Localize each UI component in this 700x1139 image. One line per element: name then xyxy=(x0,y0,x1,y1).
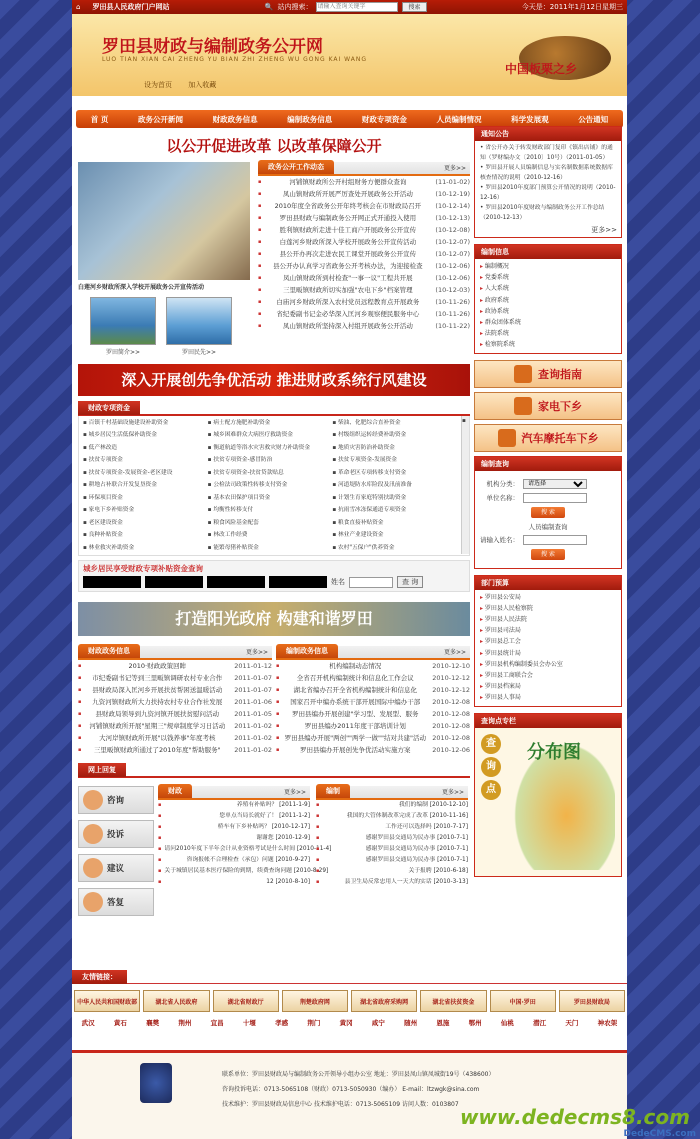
nav-item[interactable]: 财政政务信息 xyxy=(212,114,258,124)
thumb-image[interactable] xyxy=(90,297,156,345)
fin-info-label: 财政政务信息 xyxy=(78,644,140,658)
staff-list-item[interactable]: ▸ 群众团体系统 xyxy=(480,317,616,328)
budget-item[interactable]: ▸ 罗田县人事局 xyxy=(480,692,616,703)
city-link[interactable]: 十堰 xyxy=(242,1019,256,1027)
query-field[interactable] xyxy=(145,576,203,588)
news-photo[interactable] xyxy=(78,162,250,280)
fund-item[interactable]: ▪ 地质灾害防治补助资金 xyxy=(332,443,457,455)
add-favorite-link[interactable]: 加入收藏 xyxy=(188,81,217,89)
news-date: 2010-12-12 xyxy=(432,686,470,694)
news-item[interactable] xyxy=(258,284,470,296)
reply-item[interactable]: ▪ 关于城镇居民基本医疗保险的到期，续费查询问题 [2010-8-29] xyxy=(158,866,310,877)
notice-item[interactable]: • 罗田县2010年度部门预算公开情况的说明（2010-12-16） xyxy=(480,185,616,201)
budget-item[interactable]: ▸ 罗田县总工会 xyxy=(480,636,616,647)
city-link[interactable]: 武汉 xyxy=(81,1019,95,1027)
news-item[interactable] xyxy=(258,212,470,224)
news-item[interactable] xyxy=(78,672,272,684)
budget-item[interactable]: ▸ 罗田县统计局 xyxy=(480,648,616,659)
nav-item[interactable]: 公告通知 xyxy=(578,114,609,124)
fund-item[interactable]: ▪ 均衡性转移支付 xyxy=(208,505,333,517)
banner-slogan: 中国板栗之乡 xyxy=(504,62,577,76)
news-date: (10-12-06) xyxy=(435,274,470,282)
right-column xyxy=(474,126,622,883)
city-link[interactable]: 黄石 xyxy=(113,1019,127,1027)
news-date: (10-12-08) xyxy=(435,226,470,234)
fund-item[interactable]: ▪ 计划生育家庭特别扶助资金 xyxy=(332,493,457,505)
news-item[interactable] xyxy=(276,696,470,708)
headline: 以公开促进改革 以改革保障公开 xyxy=(166,137,382,155)
news-item[interactable] xyxy=(258,260,470,272)
notice-label: 通知公告 xyxy=(481,130,509,138)
nav-item[interactable]: 科学发展观 xyxy=(511,114,549,124)
staff-list-box xyxy=(474,244,622,354)
news-title[interactable]: ▪ 全省召开机构编制统计和信息化工作会议 xyxy=(296,674,414,682)
watermark: www.dedecms8.com xyxy=(459,1105,690,1129)
fund-item[interactable]: ▪ 衡道航道等浴水灾害救灾财力补助资金 xyxy=(208,443,333,455)
news-item[interactable] xyxy=(276,708,470,720)
thumb-image[interactable] xyxy=(166,297,232,345)
query-field[interactable] xyxy=(83,576,141,588)
city-link[interactable]: 宜昌 xyxy=(210,1019,224,1027)
news-title[interactable]: ▪ 河铺镇财政所公开村组财务方便群众查询 xyxy=(289,178,407,186)
news-title[interactable]: ▪ 凤山镇财政所开展严厉查处开展政务公开活动 xyxy=(282,190,413,198)
news-title[interactable]: ▪ 市纪委副书记等到三里畈镇调研农村专业合作 xyxy=(92,674,223,682)
thumb-label[interactable]: 罗田简介>> xyxy=(105,349,141,356)
city-link[interactable]: 黄冈 xyxy=(339,1019,353,1027)
budget-item[interactable]: ▸ 罗田县人民法院 xyxy=(480,614,616,625)
news-date: 2011-01-02 xyxy=(234,746,272,754)
notice-box xyxy=(474,126,622,238)
map-char: 询 xyxy=(481,757,501,777)
reply-item[interactable]: ▪ 12 [2010-8-10] xyxy=(158,877,310,888)
news-date: (10-12-14) xyxy=(435,202,470,210)
police-badge-icon[interactable] xyxy=(140,1063,172,1103)
news-title[interactable]: ▪ 凤山镇财政所到村检查"一事一议"工程共开展 xyxy=(283,274,413,282)
reply-item[interactable]: ▪ 感谢罗田县交通局为民办事 [2010-7-1] xyxy=(316,833,468,844)
news-title[interactable]: ▪ 罗田县编办2011年度干部培训计划 xyxy=(304,722,406,730)
fund-item[interactable]: ▪ 林改工作经费 xyxy=(208,530,333,542)
promo-banner[interactable]: 深入开展创先争优活动 推进财政系统行风建设 xyxy=(78,364,470,396)
fund-item[interactable]: ▪ 林业救灾补助资金 xyxy=(83,543,208,555)
query-button[interactable]: 查 询 xyxy=(397,576,423,588)
work-news-label: 政务公开工作动态 xyxy=(258,160,334,174)
city-link[interactable]: 荆州 xyxy=(178,1019,192,1027)
page xyxy=(72,0,627,1139)
search-button[interactable]: 搜索 xyxy=(402,2,426,12)
news-title[interactable]: ▪ 三里畈镇财政所通过了2010年度"帮助服务" xyxy=(94,746,221,754)
thumb-label[interactable]: 罗田民先>> xyxy=(181,349,217,356)
news-title[interactable]: ▪ 2010年度全省政务公开年终考核会在市财政局召开 xyxy=(274,202,422,210)
fund-item[interactable]: ▪ 家电下乡补贴资金 xyxy=(83,505,208,517)
budget-list xyxy=(475,590,621,706)
notice-item[interactable]: • 省公开办关于转发财政部门复印《镇出店铺》的通知（罗财编办文〔2010〕10号）（2011-01-05） xyxy=(480,145,613,161)
reply-fin-list xyxy=(158,800,332,888)
fund-item[interactable]: ▪ 林业产业建设资金 xyxy=(332,530,457,542)
news-item[interactable] xyxy=(258,200,470,212)
news-item[interactable] xyxy=(78,708,272,720)
work-news-list xyxy=(258,176,470,332)
nav-item[interactable]: 财政专项资金 xyxy=(361,114,407,124)
more-link[interactable]: 更多>> xyxy=(441,789,464,796)
news-item[interactable] xyxy=(276,744,470,756)
notice-item[interactable]: • 罗田县开展人员编制信息与实名制数据系统数据库核查情况的说明（2010-12-16） xyxy=(480,165,613,181)
news-date: 2010-12-08 xyxy=(432,734,470,742)
news-title[interactable]: ▪ 机构编制动态情况 xyxy=(329,662,382,670)
news-item[interactable] xyxy=(78,696,272,708)
budget-box xyxy=(474,575,622,707)
nav-item[interactable]: 编制政务信息 xyxy=(287,114,333,124)
reply-item[interactable]: ▪ 咨询报帐不合理检查（承包）问题 [2010-9-27] xyxy=(158,855,310,866)
staff-info-label: 编制政务信息 xyxy=(276,644,338,658)
fund-item[interactable]: ▪ 老区建设资金 xyxy=(83,518,208,530)
city-link[interactable]: 孝感 xyxy=(275,1019,289,1027)
staff-info-list xyxy=(276,660,470,756)
reply-item[interactable]: ▪ 我们的编制 [2010-12-10] xyxy=(316,800,468,811)
budget-item[interactable]: ▸ 罗田县人民检察院 xyxy=(480,603,616,614)
budget-label: 部门预算 xyxy=(481,578,509,587)
fund-item[interactable]: ▪ 扶贫专项资金-发展资金-老区建设 xyxy=(83,468,208,480)
news-date: (10-12-03) xyxy=(435,286,470,294)
query-guide-button[interactable]: 查询指南 xyxy=(474,360,622,388)
news-item[interactable] xyxy=(258,224,470,236)
org-label: 机构分类： xyxy=(486,480,519,489)
more-link[interactable]: 更多>> xyxy=(591,226,617,234)
fund-item[interactable]: ▪ 城乡困难群众大病医疗救助资金 xyxy=(208,430,333,442)
complaint-button[interactable]: 投诉 xyxy=(78,820,154,848)
news-date: 2011-01-02 xyxy=(234,722,272,730)
news-item[interactable] xyxy=(276,684,470,696)
news-date: 2011-01-07 xyxy=(234,674,272,682)
reply-item[interactable]: ▪ 我国的大管体制改革完成了改革 [2010-11-16] xyxy=(316,811,468,822)
fund-item[interactable]: ▪ 柴油、化肥综合直补资金 xyxy=(332,418,457,430)
friend-logo[interactable]: 荆楚政府网 xyxy=(282,990,348,1012)
search-label: 站内搜索： xyxy=(277,3,313,11)
reply-staff-label: 编制 xyxy=(316,784,350,798)
friend-logo[interactable]: 中国·罗田 xyxy=(490,990,556,1012)
city-link[interactable]: 荆门 xyxy=(307,1019,321,1027)
notice-list xyxy=(475,141,621,225)
news-date: 2010-12-08 xyxy=(432,698,470,706)
news-title[interactable]: ▪ 三里畈镇财政所切实加强"农电下乡"档案管理 xyxy=(283,286,413,294)
news-date: 2010-12-08 xyxy=(432,722,470,730)
footer-contact: 联系单位：罗田县财政局与编制政务公开领导小组办公室 地址：罗田县凤山镇凤城街19号（438600） xyxy=(222,1071,495,1078)
unit-label: 单位名称： xyxy=(486,494,519,503)
photo-caption[interactable]: 白莲河乡财政所深入学校开展政务公开宣传活动 xyxy=(78,284,205,291)
news-date: 2010-12-10 xyxy=(432,662,470,670)
reply-label: 网上回复 xyxy=(78,763,126,777)
reply-item[interactable]: ▪ 工作还可以选择吗 [2010-7-17] xyxy=(316,822,468,833)
news-date: (11-01-02) xyxy=(435,178,470,186)
org-select[interactable] xyxy=(523,479,587,489)
map-title: 分布图 xyxy=(527,741,581,763)
news-title[interactable]: ▪ 罗田县财政与编制政务公开网正式开通投入使用 xyxy=(279,214,417,222)
search-button[interactable]: 搜 索 xyxy=(531,507,565,518)
more-link[interactable]: 更多>> xyxy=(443,649,466,656)
reply-item[interactable]: ▪ 感谢罗田县交通局为民办事 [2010-7-1] xyxy=(316,855,468,866)
news-item[interactable] xyxy=(258,176,470,188)
more-link[interactable]: 更多>> xyxy=(283,789,306,796)
fund-item[interactable]: ▪ 基本农田保护项目资金 xyxy=(208,493,333,505)
car-icon xyxy=(498,429,516,447)
budget-item[interactable]: ▸ 罗田县工商联合会 xyxy=(480,670,616,681)
date-text: 今天是：2011年1月12日星期三 xyxy=(521,3,623,11)
unit-input[interactable] xyxy=(523,493,587,503)
friend-logo[interactable]: 湖北省人民政府 xyxy=(143,990,209,1012)
appliance-icon xyxy=(514,397,532,415)
city-link[interactable]: 恩施 xyxy=(436,1019,450,1027)
news-title[interactable]: ▪ 胜利镇财政所走进十佳工商户开展政务公开宣传 xyxy=(279,226,417,234)
fund-item[interactable]: ▪ 低产林改造 xyxy=(83,443,208,455)
news-item[interactable] xyxy=(78,732,272,744)
fund-item[interactable]: ▪ 能繁母猪补贴资金 xyxy=(208,543,333,555)
fund-item[interactable]: ▪ 扶贫专项资金-扶贫贷款贴息 xyxy=(208,468,333,480)
news-date: (10-12-06) xyxy=(435,262,470,270)
news-title[interactable]: ▪ 凤山镇财政所坚持深入村组开展政务公开活动 xyxy=(282,322,413,330)
staff-list-item[interactable]: ▸ 人大系统 xyxy=(480,283,616,294)
news-date: (10-11-22) xyxy=(435,322,470,330)
news-item[interactable] xyxy=(258,236,470,248)
staff-list-item[interactable]: ▸ 政府系统 xyxy=(480,295,616,306)
nav-item[interactable]: 首 页 xyxy=(90,114,109,124)
reply-item[interactable]: ▪ 您单点当局长就好了！ [2011-1-2] xyxy=(158,811,310,822)
friend-links xyxy=(72,970,627,1031)
news-item[interactable] xyxy=(78,660,272,672)
fund-item[interactable]: ▪ 粮食风险基金配套 xyxy=(208,518,333,530)
reply-item[interactable]: ▪ 桥车有下乡补贴吗？ [2010-12-17] xyxy=(158,822,310,833)
news-title[interactable]: ▪ 县公开办认真学习省政务公开考核办法，为迎接检查 xyxy=(273,262,423,270)
news-date: 2011-01-07 xyxy=(234,686,272,694)
news-item[interactable] xyxy=(276,660,470,672)
news-title[interactable]: ▪ 县财政局深入匡河乡开展扶贫帮困送温暖活动 xyxy=(92,686,223,694)
fund-item[interactable]: ▪ 城乡居民生活低保补助资金 xyxy=(83,430,208,442)
query-field[interactable] xyxy=(269,576,327,588)
scrollbar[interactable] xyxy=(461,416,469,554)
news-date: 2010-12-12 xyxy=(432,674,470,682)
nav-item[interactable]: 政务公开新闻 xyxy=(138,114,184,124)
subsidy-query xyxy=(78,560,470,592)
news-date: (10-12-07) xyxy=(435,238,470,246)
news-item[interactable] xyxy=(276,672,470,684)
guide-icon xyxy=(514,365,532,383)
fund-item[interactable]: ▪ 公检法司政策性转移支付资金 xyxy=(208,480,333,492)
news-date: 2010-12-06 xyxy=(432,746,470,754)
staff-query-box xyxy=(474,456,622,569)
news-item[interactable] xyxy=(276,732,470,744)
fund-item[interactable]: ▪ 环保项目资金 xyxy=(83,493,208,505)
news-date: (10-11-26) xyxy=(435,298,470,306)
banner xyxy=(72,14,627,96)
fund-item[interactable]: ▪ 农村"五保户"供养资金 xyxy=(332,543,457,555)
top-bar xyxy=(72,0,627,14)
promo-banner-2[interactable]: 打造阳光政府 构建和谐罗田 xyxy=(78,602,470,636)
fund-item[interactable]: ▪ 革命老区专项转移支付资金 xyxy=(332,468,457,480)
staff-list-item[interactable]: ▸ 法院系统 xyxy=(480,328,616,339)
news-title[interactable]: ▪ 罗田县编办开展创建"学习型、发展型、服务 xyxy=(292,710,419,718)
name-input[interactable] xyxy=(349,577,393,588)
fund-item[interactable]: ▪ 扶贫专项资金 xyxy=(83,455,208,467)
friend-logo[interactable]: 湖北省财政厅 xyxy=(213,990,279,1012)
reply-item[interactable]: ▪ 养殖有补贴吗？ [2011-1-9] xyxy=(158,800,310,811)
friend-logo[interactable]: 中华人民共和国财政部 xyxy=(74,990,140,1012)
fund-item[interactable]: ▪ 病士配方施肥补助资金 xyxy=(208,418,333,430)
friend-logo[interactable]: 湖北省政府采购网 xyxy=(351,990,417,1012)
news-title[interactable]: ▪ 罗田县编办开展"两创""两学一做""结对共建"活动 xyxy=(284,734,427,742)
map-box xyxy=(474,713,622,877)
query-field[interactable] xyxy=(207,576,265,588)
budget-item[interactable]: ▸ 罗田县机构编制委员会办公室 xyxy=(480,659,616,670)
name-input[interactable] xyxy=(523,535,587,545)
complaint-icon xyxy=(83,824,103,844)
budget-item[interactable]: ▸ 罗田县司法局 xyxy=(480,625,616,636)
budget-item[interactable]: ▸ 罗田县档案局 xyxy=(480,681,616,692)
answer-button[interactable]: 答复 xyxy=(78,888,154,916)
fund-item[interactable]: ▪ 抗雨雪冰冻保通道专项资金 xyxy=(332,505,457,517)
name-label: 姓名 xyxy=(331,578,345,586)
watermark: DedeCMS.com xyxy=(623,1129,696,1139)
fund-item[interactable]: ▪ 扶贫专项资金-发展资金 xyxy=(332,455,457,467)
map-char: 查 xyxy=(481,734,501,754)
city-link[interactable]: 神农架 xyxy=(597,1019,618,1027)
staff-list-label: 编制信息 xyxy=(481,248,509,256)
news-date: 2011-01-12 xyxy=(234,662,272,670)
friend-logo[interactable]: 湖北省扶贫资金 xyxy=(420,990,486,1012)
news-item[interactable] xyxy=(276,720,470,732)
staff-query-sub: 人员编制查询 xyxy=(528,522,568,531)
news-title[interactable]: ▪ 大河岸镇财政所开展"以钱养事"年度考核 xyxy=(99,734,216,742)
city-link[interactable]: 鄂州 xyxy=(468,1019,482,1027)
fund-item[interactable]: ▪ 河道堤防水库险段及汛前准备 xyxy=(332,480,457,492)
news-date: (10-12-13) xyxy=(435,214,470,222)
city-link[interactable]: 潜江 xyxy=(533,1019,547,1027)
news-item[interactable] xyxy=(78,744,272,756)
nav-item[interactable]: 人员编制情况 xyxy=(436,114,482,124)
fund-item[interactable]: ▪ 村级组织运转经费补助资金 xyxy=(332,430,457,442)
query-title: 城乡居民享受财政专项补贴资金查询 xyxy=(83,564,203,573)
city-link[interactable]: 随州 xyxy=(404,1019,418,1027)
appliance-button[interactable]: 家电下乡 xyxy=(474,392,622,420)
consult-button[interactable]: 咨询 xyxy=(78,786,154,814)
news-title[interactable]: ▪ 河铺镇财政所开展"星期三"规章制度学习日活动 xyxy=(89,722,226,730)
fund-item[interactable]: ▪ 良种补贴资金 xyxy=(83,530,208,542)
news-item[interactable] xyxy=(78,684,272,696)
news-item[interactable] xyxy=(258,272,470,284)
news-item[interactable] xyxy=(258,320,470,332)
news-date: 2011-01-06 xyxy=(234,698,272,706)
site-pinyin: LUO TIAN XIAN CAI ZHENG YU BIAN ZHI ZHENG WU GONG KAI WANG xyxy=(102,56,368,63)
news-date: (10-11-26) xyxy=(435,310,470,318)
reply-item[interactable]: ▪ 请问2010年度下半年会计从业资格考试是什么时间 [2010-11-4] xyxy=(158,844,310,855)
news-date: (10-12-07) xyxy=(435,250,470,258)
fund-item[interactable]: ▪ 粮食直接补贴资金 xyxy=(332,518,457,530)
news-item[interactable] xyxy=(78,720,272,732)
news-item[interactable] xyxy=(258,308,470,320)
reply-fin-label: 财政 xyxy=(158,784,192,798)
staff-list-item[interactable]: ▸ 政协系统 xyxy=(480,306,616,317)
site-link[interactable]: 罗田县人民政府门户网站 xyxy=(92,3,170,11)
staff-query-label: 编制查询 xyxy=(481,459,509,468)
city-link[interactable]: 仙桃 xyxy=(500,1019,514,1027)
fund-item[interactable]: ▪ 扶贫专项资金-感冒防治 xyxy=(208,455,333,467)
budget-item[interactable]: ▸ 罗田县公安局 xyxy=(480,592,616,603)
reply-staff-list xyxy=(316,800,468,888)
news-title[interactable]: ▪ 九资河镇财政所大力扶持农村专业合作社发展 xyxy=(92,698,223,706)
news-title[interactable]: ▪ 县财政局领导到九资河镇开展扶贫慰问活动 xyxy=(95,710,220,718)
map-char: 点 xyxy=(481,780,501,800)
map-label: 查询点专栏 xyxy=(481,716,516,725)
special-funds-label: 财政专项资金 xyxy=(78,401,140,415)
news-item[interactable] xyxy=(258,188,470,200)
news-date: 2011-01-02 xyxy=(234,734,272,742)
search-button[interactable]: 搜 索 xyxy=(531,549,565,560)
news-title[interactable]: ▪ 罗田县编办开展创先争优活动实施方案 xyxy=(300,746,411,754)
news-date: 2011-01-05 xyxy=(234,710,272,718)
fund-item[interactable]: ▪ 耕地占补联合开发复垦资金 xyxy=(83,480,208,492)
reply-item[interactable]: ▪ 关于报聘 [2010-6-18] xyxy=(316,866,468,877)
name-label: 请输入姓名： xyxy=(480,536,519,545)
news-title[interactable]: ▪ 2010·财政政策回眸 xyxy=(128,662,187,670)
vehicle-button[interactable]: 汽车摩托车下乡 xyxy=(474,424,622,452)
reply-item[interactable]: ▪ 感谢罗田县交通局为民办事 [2010-7-1] xyxy=(316,844,468,855)
answer-icon xyxy=(83,892,103,912)
news-date: (10-12-19) xyxy=(435,190,470,198)
more-link[interactable]: 更多>> xyxy=(443,165,466,172)
search-input[interactable] xyxy=(316,2,398,12)
home-icon: ⌂ xyxy=(76,3,81,11)
search-icon: 🔍 xyxy=(264,3,274,11)
special-funds-grid xyxy=(78,416,470,556)
staff-list xyxy=(475,259,621,353)
city-link[interactable]: 天门 xyxy=(565,1019,579,1027)
news-title[interactable]: ▪ 省纪委副书记金必华深入匡河乡观察便民服务中心 xyxy=(276,310,420,318)
reply-item[interactable]: ▪ 谢谢您 [2010-12-9] xyxy=(158,833,310,844)
news-item[interactable] xyxy=(258,296,470,308)
site-title: 罗田县财政与编制政务公开网 xyxy=(102,37,323,57)
footer-tech: 技术维护：罗田县财政局信息中心 技术维护电话：0713-5065109 访问人数：0103807 xyxy=(222,1101,459,1108)
fin-info-list xyxy=(78,660,272,756)
news-title[interactable]: ▪ 湖北省编办召开全省机构编制统计和信息化 xyxy=(293,686,418,694)
consult-icon xyxy=(83,790,103,810)
suggest-icon xyxy=(83,858,103,878)
set-home-link[interactable]: 设为首页 xyxy=(144,81,172,89)
friend-label: 友情链接： xyxy=(72,970,127,984)
city-link[interactable]: 咸宁 xyxy=(371,1019,385,1027)
staff-list-item[interactable]: ▸ 编制概况 xyxy=(480,261,616,272)
left-column xyxy=(78,134,470,916)
news-title[interactable]: ▪ 白庙河乡财政所深入农村党员远程教育点开展政务 xyxy=(276,298,420,306)
fund-item[interactable]: ▪ 百镇千村基础设施建设补助资金 xyxy=(83,418,208,430)
news-item[interactable] xyxy=(258,248,470,260)
staff-list-item[interactable]: ▸ 党委系统 xyxy=(480,272,616,283)
city-link[interactable]: 襄樊 xyxy=(146,1019,160,1027)
suggest-button[interactable]: 建议 xyxy=(78,854,154,882)
staff-list-item[interactable]: ▸ 检察院系统 xyxy=(480,339,616,350)
reply-item[interactable]: ▪ 县卫生局反常忠用人一天大的实话 [2010-3-13] xyxy=(316,877,468,888)
friend-logo[interactable]: 罗田县财政局 xyxy=(559,990,625,1012)
notice-item[interactable]: • 罗田县2010年度财政与编制政务公开工作总结（2010-12-13） xyxy=(480,205,605,221)
news-title[interactable]: ▪ 国家召开中编办系统干部开展国际中编办干部 xyxy=(290,698,421,706)
footer-phone: 咨询投诉电话：0713-5065108（财政）0713-5050930（编办） E-mail：ltzwgk@sina.com xyxy=(222,1086,480,1093)
news-title[interactable]: ▪ 白莲河乡财政所深入学校开展政务公开宣传活动 xyxy=(279,238,417,246)
map-image[interactable] xyxy=(507,734,615,870)
more-link[interactable]: 更多>> xyxy=(245,649,268,656)
news-date: 2010-12-08 xyxy=(432,710,470,718)
news-title[interactable]: ▪ 县公开办再次走进农民工课堂开展政务公开宣传 xyxy=(279,250,417,258)
